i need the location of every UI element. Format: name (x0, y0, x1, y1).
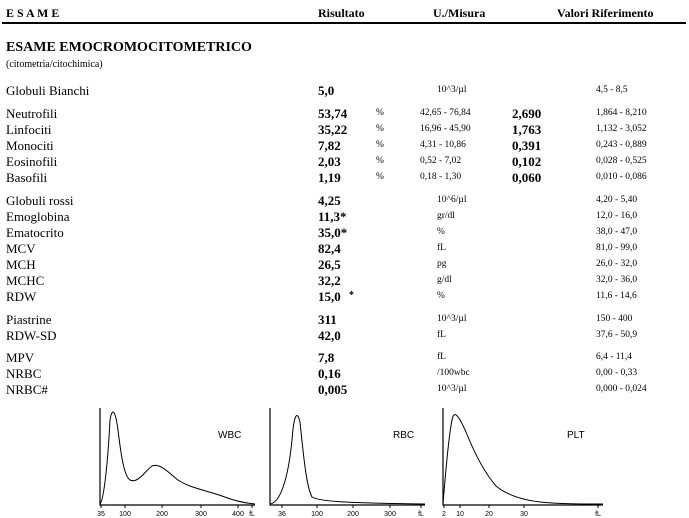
row-name: RDW (6, 289, 37, 304)
histogram-axes (443, 408, 603, 505)
row-percent-unit: % (376, 140, 384, 150)
row-name: Globuli rossi (6, 193, 74, 208)
row-reference: 38,0 - 47,0 (596, 227, 638, 237)
row-name: MCV (6, 241, 36, 256)
histogram-plt (442, 408, 603, 518)
row-name: Linfociti (6, 122, 52, 137)
histogram-tick-label: fL (418, 511, 424, 518)
row-percent-unit: % (376, 172, 384, 182)
header-exam: E S A M E (6, 6, 60, 20)
header-unit: U./Misura (433, 6, 486, 20)
row-reference: 0,028 - 0,525 (596, 156, 647, 166)
histogram-axes (100, 408, 255, 505)
row-name: Globuli Bianchi (6, 83, 90, 98)
row-result: 311 (318, 312, 337, 327)
row-reference: 1,864 - 8,210 (596, 108, 647, 118)
row-result: 1,19 (318, 170, 341, 185)
row-percent-unit: % (376, 124, 384, 134)
row-name: Neutrofili (6, 106, 58, 121)
row-unit: 10^3/µl (437, 85, 467, 95)
histogram-curve (443, 415, 603, 504)
histogram-wbc (97, 408, 255, 518)
histogram-rbc (270, 408, 425, 518)
row-unit: % (437, 227, 445, 237)
histogram-tick-label: 200 (156, 511, 168, 518)
row-name: Eosinofili (6, 154, 58, 169)
row-result: 53,74 (318, 106, 348, 121)
row-unit: pg (437, 259, 447, 269)
abnormal-flag: * (349, 290, 354, 301)
row-absolute-value: 1,763 (512, 122, 542, 137)
histogram-tick-label: 400 (232, 511, 244, 518)
row-name: MCH (6, 257, 36, 272)
row-result: 0,005 (318, 382, 348, 397)
section-method: (citometria/citochimica) (6, 59, 103, 70)
row-unit: /100wbc (437, 368, 470, 378)
histogram-label: PLT (567, 430, 585, 441)
row-percent-reference: 42,65 - 76,84 (420, 108, 471, 118)
histogram-label: WBC (218, 430, 242, 441)
histogram-axes (270, 408, 425, 505)
histogram-tick-label: 10 (456, 511, 464, 518)
histogram-tick-label: 100 (311, 511, 323, 518)
row-unit: fL (437, 330, 446, 340)
row-unit: fL (437, 352, 446, 362)
row-reference: 26,0 - 32,0 (596, 259, 638, 269)
row-reference: 81,0 - 99,0 (596, 243, 638, 253)
row-reference: 1,132 - 3,052 (596, 124, 647, 134)
histogram-tick-label: 300 (384, 511, 396, 518)
row-percent-reference: 0,52 - 7,02 (420, 156, 462, 166)
row-unit: 10^3/µl (437, 314, 467, 324)
row-name: Monociti (6, 138, 54, 153)
row-unit: fL (437, 243, 446, 253)
row-result: 11,3* (318, 209, 347, 224)
row-reference: 37,6 - 50,9 (596, 330, 638, 340)
histogram-tick-label: fL (249, 511, 255, 518)
row-result: 5,0 (318, 83, 335, 98)
row-name: NRBC# (6, 382, 48, 397)
row-name: MCHC (6, 273, 45, 288)
row-reference: 12,0 - 16,0 (596, 211, 638, 221)
row-result: 42,0 (318, 328, 341, 343)
histogram-curve (100, 412, 255, 504)
histogram-tick-label: 30 (520, 511, 528, 518)
histogram-tick-label: 2 (442, 511, 446, 518)
row-result: 4,25 (318, 193, 341, 208)
row-unit: g/dl (437, 275, 452, 285)
histogram-tick-label: 200 (347, 511, 359, 518)
row-percent-unit: % (376, 156, 384, 166)
row-reference: 0,243 - 0,889 (596, 140, 647, 150)
row-name: RDW-SD (6, 328, 57, 343)
histogram-tick-label: 36 (278, 511, 286, 518)
row-result: 32,2 (318, 273, 341, 288)
row-absolute-value: 0,060 (512, 170, 542, 185)
row-reference: 0,000 - 0,024 (596, 384, 647, 394)
section-title: ESAME EMOCROMOCITOMETRICO (6, 40, 252, 55)
histogram-curve (270, 416, 425, 504)
histogram-tick-label: 35 (97, 511, 105, 518)
histogram-tick-label: 20 (485, 511, 493, 518)
row-result: 35,22 (318, 122, 348, 137)
row-reference: 0,010 - 0,086 (596, 172, 647, 182)
row-reference: 4,5 - 8,5 (596, 85, 628, 95)
histogram-tick-label: fL (595, 511, 601, 518)
row-unit: 10^3/µl (437, 384, 467, 394)
row-reference: 4,20 - 5,40 (596, 195, 638, 205)
histogram-label: RBC (393, 430, 415, 441)
row-name: MPV (6, 350, 35, 365)
row-name: Emoglobina (6, 209, 70, 224)
header-divider (2, 22, 686, 24)
row-result: 7,82 (318, 138, 341, 153)
row-reference: 0,00 - 0,33 (596, 368, 638, 378)
header-result: Risultato (318, 6, 365, 20)
row-percent-unit: % (376, 108, 384, 118)
row-absolute-value: 0,391 (512, 138, 542, 153)
row-name: Ematocrito (6, 225, 64, 240)
row-unit: gr/dl (437, 211, 455, 221)
row-absolute-value: 2,690 (512, 106, 542, 121)
row-result: 0,16 (318, 366, 341, 381)
row-name: Piastrine (6, 312, 52, 327)
row-reference: 32,0 - 36,0 (596, 275, 638, 285)
row-result: 82,4 (318, 241, 341, 256)
row-reference: 150 - 400 (596, 314, 633, 324)
row-result: 2,03 (318, 154, 341, 169)
row-result: 7,8 (318, 350, 335, 365)
row-unit: 10^6/µl (437, 195, 467, 205)
row-name: NRBC (6, 366, 42, 381)
histogram-tick-label: 100 (119, 511, 131, 518)
row-result: 35,0* (318, 225, 348, 240)
row-name: Basofili (6, 170, 48, 185)
row-result: 15,0 (318, 289, 341, 304)
row-unit: % (437, 291, 445, 301)
row-absolute-value: 0,102 (512, 154, 542, 169)
row-result: 26,5 (318, 257, 341, 272)
row-percent-reference: 4,31 - 10,86 (420, 140, 466, 150)
row-percent-reference: 16,96 - 45,90 (420, 124, 471, 134)
row-reference: 11,6 - 14,6 (596, 291, 637, 301)
row-percent-reference: 0,18 - 1,30 (420, 172, 462, 182)
histogram-panel (0, 400, 689, 518)
header-reference: Valori Riferimento (557, 6, 654, 20)
row-reference: 6,4 - 11,4 (596, 352, 633, 362)
histogram-tick-label: 300 (195, 511, 207, 518)
